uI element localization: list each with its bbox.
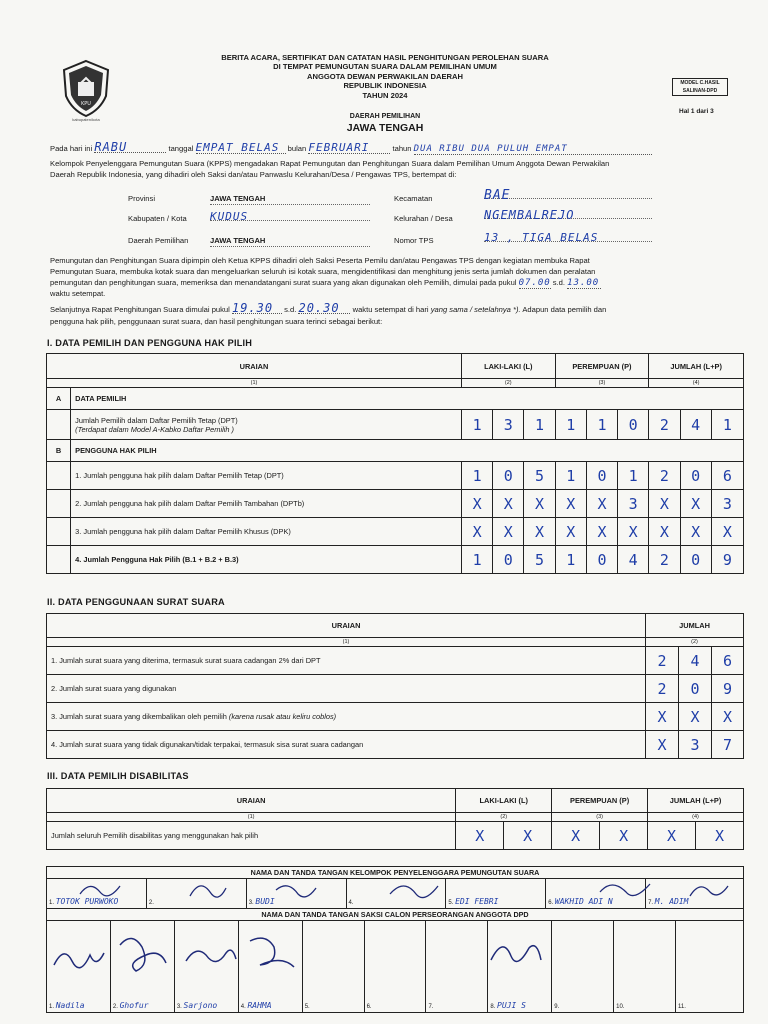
kabupaten-label: Kabupaten / Kota xyxy=(128,214,187,223)
region-name: JAWA TENGAH xyxy=(346,122,424,134)
kpps-name: M. ADIM xyxy=(654,897,689,906)
intro-line-3: Daerah Republik Indonesia, yang dihadiri oleh Saksi dan/atau Panwaslu Kelurahan/Desa / Pengawas TPS, bertempat di: xyxy=(50,170,457,179)
row-ss-4-label: 4. Jumlah surat suara yang tidak digunakan/tidak terpakai, termasuk sisa surat suara cadangan xyxy=(47,731,646,759)
end-time-2: 20.30 xyxy=(298,303,350,314)
ss4-digit: 7 xyxy=(712,731,744,759)
disabilitas-digit: X xyxy=(552,822,600,850)
ss3-digit: X xyxy=(679,703,712,731)
row-b4 xyxy=(47,546,744,574)
saksi-member-7 xyxy=(426,921,488,1013)
row-b2-spacer xyxy=(47,490,71,518)
b2-digit: X xyxy=(461,490,492,518)
b2-digit: X xyxy=(524,490,555,518)
model-code-box xyxy=(672,78,728,96)
disabilitas-digit: X xyxy=(648,822,696,850)
intro-label-year: tahun xyxy=(392,144,412,153)
b4-digit: 0 xyxy=(493,546,524,574)
row-a1-spacer xyxy=(47,410,71,440)
a1-digit: 0 xyxy=(618,410,649,440)
saksi-num: 5. xyxy=(304,1004,310,1010)
disabilitas-digit: X xyxy=(696,822,744,850)
saksi-title: NAMA DAN TANDA TANGAN SAKSI CALON PERSEORANGAN ANGGOTA DPD xyxy=(47,909,744,921)
a1-digit: 1 xyxy=(555,410,586,440)
b2-digit: X xyxy=(680,490,711,518)
procedure-line-3-text: pemungutan dan penghitungan suara, memeriksa dan menandatangani surat suara yang akan digunakan oleh Pemilih, dimulai pada pukul xyxy=(50,278,517,287)
b1-digit: 0 xyxy=(586,462,617,490)
b4-digit: 1 xyxy=(555,546,586,574)
b2-digit: 3 xyxy=(618,490,649,518)
saksi-name: Ghofur xyxy=(119,1001,149,1010)
b4-digit: 9 xyxy=(711,546,743,574)
procedure-line-1: Pemungutan dan Penghitungan Suara dipimpin oleh Ketua KPPS dihadiri oleh Saksi Peserta Pemilu dan/atau Pengawas TPS dengan kegiatan membuka Rapat xyxy=(50,256,590,265)
disabilitas-digit: X xyxy=(600,822,648,850)
a1-digit: 1 xyxy=(461,410,492,440)
intro-line-2: Kelompok Penyelenggara Pemungutan Suara (KPPS) mengadakan Rapat Pemungutan dan Penghitungan Suara dalam Pemilihan Umum Anggota Dewan Perwakilan xyxy=(50,159,610,168)
section-3-table xyxy=(46,788,744,850)
saksi-num: 7. xyxy=(428,1004,434,1010)
day-value: RABU xyxy=(94,142,166,153)
saksi-num: 6. xyxy=(366,1004,372,1010)
procedure-line-3 xyxy=(50,278,750,289)
row-ss-3-italic: (karena rusak atau keliru coblos) xyxy=(228,712,337,721)
saksi-num: 8. xyxy=(490,1004,496,1010)
region-block xyxy=(280,113,490,134)
kpps-name: BUDI xyxy=(255,897,275,906)
row-a1-line2: (Terdapat dalam Model A-Kabko Daftar Pemilih ) xyxy=(75,424,235,434)
b1-digit: 0 xyxy=(493,462,524,490)
b2-digit: X xyxy=(586,490,617,518)
section-3-number-row xyxy=(47,813,744,822)
disabilitas-digit: X xyxy=(456,822,504,850)
b3-digit: X xyxy=(586,518,617,546)
b3-digit: X xyxy=(618,518,649,546)
ss1-digit: 6 xyxy=(712,647,744,675)
b3-digit: X xyxy=(493,518,524,546)
dapil-value: JAWA TENGAH xyxy=(210,236,370,247)
section-1-header-row xyxy=(47,354,744,379)
row-disabilitas-label: Jumlah seluruh Pemilih disabilitas yang menggunakan hak pilih xyxy=(47,822,456,850)
procedure-line-4-text: Selanjutnya Rapat Penghitungan Suara dimulai pukul xyxy=(50,305,230,314)
b1-digit: 0 xyxy=(680,462,711,490)
ss2-digit: 2 xyxy=(646,675,679,703)
b3-digit: X xyxy=(555,518,586,546)
procedure-line-5: pengguna hak pilih, penggunaan surat suara, dan hasil penghitungan suara terinci sebagai berikut: xyxy=(50,317,383,326)
section-2-number-row xyxy=(47,638,744,647)
saksi-name: RAHMA xyxy=(247,1001,272,1010)
row-ss-2-label: 2. Jumlah surat suara yang digunakan xyxy=(47,675,646,703)
col-num-4: (4) xyxy=(649,379,744,388)
row-ss-1 xyxy=(47,647,744,675)
kecamatan-value: BAE xyxy=(484,188,652,199)
b3-digit: X xyxy=(461,518,492,546)
kecamatan-label: Kecamatan xyxy=(394,194,433,203)
row-b-letter: B xyxy=(47,440,71,462)
ss1-digit: 4 xyxy=(679,647,712,675)
year-value: DUA RIBU DUA PULUH EMPAT xyxy=(414,144,652,155)
title-line-1: BERITA ACARA, SERTIFIKAT DAN CATATAN HASIL PENGHITUNGAN PEROLEHAN SUARA xyxy=(221,53,549,62)
b4-digit: 5 xyxy=(524,546,555,574)
ss4-digit: 3 xyxy=(679,731,712,759)
dapil-label: Daerah Pemilihan xyxy=(128,236,189,245)
saksi-name: Nadila xyxy=(55,1001,85,1010)
row-b4-label: 4. Jumlah Pengguna Hak Pilih (B.1 + B.2 + B.3) xyxy=(71,546,462,574)
ss1-digit: 2 xyxy=(646,647,679,675)
b1-digit: 5 xyxy=(524,462,555,490)
procedure-line-2: Pemungutan Suara, membuka kotak suara dan mengeluarkan seluruh isi kotak suara, mengidentifikasi dan menghitung jenis serta jumlah dokumen dan peralatan xyxy=(50,267,596,276)
ss2-digit: 9 xyxy=(712,675,744,703)
model-code-line2: SALINAN-DPD xyxy=(682,87,718,94)
kelurahan-value: NGEMBALREJO xyxy=(484,208,652,219)
row-b2-label: 2. Jumlah pengguna hak pilih dalam Daftar Pemilih Tambahan (DPTb) xyxy=(71,490,462,518)
kpps-title: NAMA DAN TANDA TANGAN KELOMPOK PENYELENGGARA PEMUNGUTAN SUARA xyxy=(47,867,744,879)
b1-digit: 6 xyxy=(711,462,743,490)
b2-digit: X xyxy=(493,490,524,518)
section-3-title: III. DATA PEMILIH DISABILITAS xyxy=(47,771,189,781)
ss3-digit: X xyxy=(712,703,744,731)
title-line-4: REPUBLIK INDONESIA xyxy=(343,81,427,91)
saksi-num: 2. xyxy=(112,1004,118,1010)
ss3-digit: X xyxy=(646,703,679,731)
row-a1 xyxy=(47,410,744,440)
b1-digit: 1 xyxy=(555,462,586,490)
row-b3-label: 3. Jumlah pengguna hak pilih dalam Daftar Pemilih Khusus (DPK) xyxy=(71,518,462,546)
procedure-line-4-c: yang sama / setelahnya *). xyxy=(430,305,521,314)
row-ss-3-label xyxy=(47,703,646,731)
b2-digit: X xyxy=(555,490,586,518)
title-line-2: DI TEMPAT PEMUNGUTAN SUARA DALAM PEMILIHAN UMUM xyxy=(273,62,497,72)
intro-label-month: bulan xyxy=(287,144,307,153)
col-laki-3: LAKI-LAKI (L) xyxy=(456,789,552,813)
row-a1-line1: Jumlah Pemilih dalam Daftar Pemilih Tetap (DPT) xyxy=(75,415,238,425)
ss2-digit: 0 xyxy=(679,675,712,703)
b4-digit: 4 xyxy=(618,546,649,574)
col-num-2: (2) xyxy=(461,379,555,388)
start-time-1: 07.00 xyxy=(518,278,551,288)
tps-label: Nomor TPS xyxy=(394,236,434,245)
col-num-1: (1) xyxy=(47,638,646,647)
row-b3-spacer xyxy=(47,518,71,546)
provinsi-label: Provinsi xyxy=(128,194,156,203)
kelurahan-label: Kelurahan / Desa xyxy=(394,214,453,223)
section-1-title: I. DATA PEMILIH DAN PENGGUNA HAK PILIH xyxy=(47,338,253,348)
model-code-line1: MODEL C.HASIL xyxy=(680,80,720,86)
col-num-1: (1) xyxy=(47,379,462,388)
row-b3 xyxy=(47,518,744,546)
kpps-num: 4. xyxy=(348,900,354,906)
col-jumlah: JUMLAH (L+P) xyxy=(649,354,744,379)
kpps-name: WAKHID ADI N xyxy=(554,897,613,906)
a1-digit: 1 xyxy=(524,410,555,440)
row-b-heading xyxy=(47,440,744,462)
row-ss-3-text: 3. Jumlah surat suara yang dikembalikan oleh pemilih xyxy=(51,712,227,721)
row-ss-2 xyxy=(47,675,744,703)
b2-digit: 3 xyxy=(711,490,743,518)
a1-digit: 2 xyxy=(649,410,680,440)
row-b1-spacer xyxy=(47,462,71,490)
row-ss-4 xyxy=(47,731,744,759)
saksi-num: 4. xyxy=(240,1004,246,1010)
start-time-2: 19.30 xyxy=(232,303,282,314)
b3-digit: X xyxy=(649,518,680,546)
saksi-header-row xyxy=(47,909,744,921)
row-a-letter: A xyxy=(47,388,71,410)
col-perempuan-3: PEREMPUAN (P) xyxy=(552,789,648,813)
kpps-num: 6. xyxy=(548,900,554,906)
procedure-line-4 xyxy=(50,303,750,315)
title-line-3: ANGGOTA DEWAN PERWAKILAN DAERAH xyxy=(307,71,463,81)
col-num-3: (3) xyxy=(555,379,649,388)
kpps-name: EDI FEBRI xyxy=(455,897,499,906)
procedure-line-4-d: Adapun data pemilih dan xyxy=(522,305,607,314)
svg-text:KPU: KPU xyxy=(81,101,91,107)
saksi-member-9 xyxy=(552,921,614,1013)
disabilitas-digit: X xyxy=(504,822,552,850)
kabupaten-value: KUDUS xyxy=(210,210,370,221)
kpps-name: TOTOK PURWOKO xyxy=(55,897,119,906)
intro-date-line xyxy=(50,142,750,155)
section-1-table xyxy=(46,353,744,574)
document-title xyxy=(150,53,620,100)
section-3-header-row xyxy=(47,789,744,813)
saksi-num: 11. xyxy=(678,1004,686,1010)
saksi-member-11 xyxy=(676,921,744,1013)
col-num-2: (2) xyxy=(456,813,552,822)
procedure-line-4-b: waktu setempat di hari xyxy=(352,305,429,314)
row-ss-1-label: 1. Jumlah surat suara yang diterima, termasuk surat suara cadangan 2% dari DPT xyxy=(47,647,646,675)
saksi-num: 10. xyxy=(616,1004,625,1010)
a1-digit: 4 xyxy=(680,410,711,440)
section-2-header-row xyxy=(47,614,744,638)
b1-digit: 2 xyxy=(649,462,680,490)
row-b1 xyxy=(47,462,744,490)
date-value: EMPAT BELAS xyxy=(196,143,286,154)
b4-digit: 2 xyxy=(649,546,680,574)
section-1-number-row xyxy=(47,379,744,388)
signature-scribble-8-icon xyxy=(485,930,549,980)
procedure-waktu: waktu setempat. xyxy=(50,289,106,298)
section-2-title: II. DATA PENGGUNAAN SURAT SUARA xyxy=(47,597,225,607)
col-num-4: (4) xyxy=(648,813,744,822)
row-ss-3 xyxy=(47,703,744,731)
b4-digit: 0 xyxy=(680,546,711,574)
saksi-num: 9. xyxy=(554,1004,560,1010)
col-uraian-2: URAIAN xyxy=(47,614,646,638)
b4-digit: 1 xyxy=(461,546,492,574)
sd-label-1: s.d. xyxy=(552,278,565,287)
kpps-num: 5. xyxy=(448,900,454,906)
col-num-3: (3) xyxy=(552,813,648,822)
intro-label-date: tanggal xyxy=(168,144,194,153)
saksi-member-10 xyxy=(614,921,676,1013)
b3-digit: X xyxy=(524,518,555,546)
col-num-1: (1) xyxy=(47,813,456,822)
sd-label-2: s.d. xyxy=(284,305,297,314)
b3-digit: X xyxy=(680,518,711,546)
kpps-num: 1. xyxy=(49,900,55,906)
saksi-name: PUJI S xyxy=(497,1001,526,1010)
b3-digit: X xyxy=(711,518,743,546)
row-b4-spacer xyxy=(47,546,71,574)
title-line-5: TAHUN 2024 xyxy=(362,90,408,100)
a1-digit: 1 xyxy=(586,410,617,440)
row-a1-label xyxy=(71,410,462,440)
saksi-member-6 xyxy=(364,921,426,1013)
saksi-name: Sarjono xyxy=(183,1001,218,1010)
col-num-2: (2) xyxy=(646,638,744,647)
kpps-num: 2. xyxy=(148,900,154,906)
col-jumlah-3: JUMLAH (L+P) xyxy=(648,789,744,813)
row-a-heading xyxy=(47,388,744,410)
kpps-num: 3. xyxy=(248,900,254,906)
row-b1-label: 1. Jumlah pengguna hak pilih dalam Daftar Pemilih Tetap (DPT) xyxy=(71,462,462,490)
page-number: Hal 1 dari 3 xyxy=(679,108,714,115)
row-disabilitas xyxy=(47,822,744,850)
intro-label-day: Pada hari ini xyxy=(50,144,93,153)
col-perempuan: PEREMPUAN (P) xyxy=(555,354,649,379)
row-a-title: DATA PEMILIH xyxy=(71,388,744,410)
b1-digit: 1 xyxy=(618,462,649,490)
kpps-signature-scribbles-icon xyxy=(60,876,740,906)
col-uraian: URAIAN xyxy=(47,354,462,379)
col-uraian-3: URAIAN xyxy=(47,789,456,813)
b1-digit: 1 xyxy=(461,462,492,490)
tps-value: 13 , TIGA BELAS xyxy=(484,231,652,242)
row-b-title: PENGGUNA HAK PILIH xyxy=(71,440,744,462)
signature-scribbles-icon xyxy=(46,925,346,995)
ss4-digit: X xyxy=(646,731,679,759)
b2-digit: X xyxy=(649,490,680,518)
provinsi-value: JAWA TENGAH xyxy=(210,194,370,205)
section-2-table xyxy=(46,613,744,759)
saksi-num: 3. xyxy=(176,1004,182,1010)
jawa-tengah-emblem-icon xyxy=(60,58,112,118)
col-laki: LAKI-LAKI (L) xyxy=(461,354,555,379)
b4-digit: 0 xyxy=(586,546,617,574)
kpps-num: 7. xyxy=(648,900,654,906)
end-time-1: 13.00 xyxy=(567,278,600,288)
a1-digit: 1 xyxy=(711,410,743,440)
saksi-num: 1. xyxy=(49,1004,55,1010)
month-value: FEBRUARI xyxy=(308,143,390,154)
col-jumlah-2: JUMLAH xyxy=(646,614,744,638)
row-b2 xyxy=(47,490,744,518)
emblem-caption: kabupaten/kota xyxy=(72,117,100,122)
a1-digit: 3 xyxy=(493,410,524,440)
region-label: DAERAH PEMILIHAN xyxy=(349,113,421,120)
